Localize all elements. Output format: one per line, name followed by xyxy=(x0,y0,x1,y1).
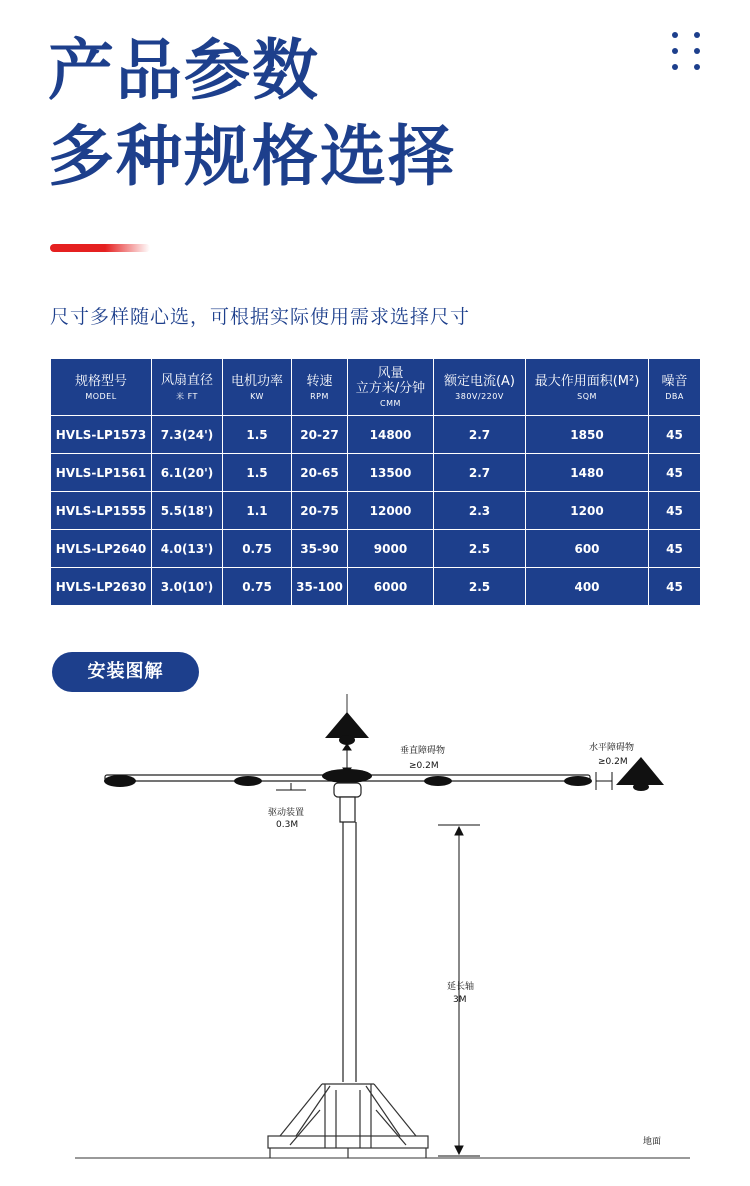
table-cell: 2.5 xyxy=(434,530,526,568)
table-header-row xyxy=(51,359,701,416)
table-row xyxy=(51,492,701,530)
table-cell: 400 xyxy=(526,568,649,606)
table-cell: HVLS-LP2630 xyxy=(51,568,152,606)
table-cell: 45 xyxy=(649,492,701,530)
table-cell: 45 xyxy=(649,454,701,492)
table-cell: 1.5 xyxy=(223,416,292,454)
vertical-obstacle-label: 垂直障碍物 xyxy=(400,746,446,756)
extension-pole xyxy=(340,797,356,1082)
table-row xyxy=(51,568,701,606)
table-cell: 1850 xyxy=(526,416,649,454)
table-cell: 35-100 xyxy=(292,568,348,606)
table-cell: 2.3 xyxy=(434,492,526,530)
table-cell: HVLS-LP1573 xyxy=(51,416,152,454)
extension-length-label: 3M xyxy=(453,995,467,1005)
dots-grid-icon xyxy=(672,32,702,74)
table-row xyxy=(51,454,701,492)
table-cell: 9000 xyxy=(348,530,434,568)
table-cell: 14800 xyxy=(348,416,434,454)
install-diagram-label: 安装图解 xyxy=(52,652,199,692)
table-cell: 6000 xyxy=(348,568,434,606)
fan-blade-assembly xyxy=(104,769,592,797)
table-cell: 12000 xyxy=(348,492,434,530)
table-cell: 45 xyxy=(649,416,701,454)
header-speed: 转速 RPM xyxy=(292,359,348,416)
extension-label: 延长轴 xyxy=(447,982,475,992)
table-cell: 0.75 xyxy=(223,530,292,568)
table-cell: 3.0(10') xyxy=(152,568,223,606)
table-cell: 600 xyxy=(526,530,649,568)
accent-bar xyxy=(50,244,150,252)
top-obstacle-icon xyxy=(325,712,369,745)
header-model: 规格型号 MODEL xyxy=(51,359,152,416)
table-cell: 1.5 xyxy=(223,454,292,492)
table-cell: 5.5(18') xyxy=(152,492,223,530)
drive-distance-label: 0.3M xyxy=(276,820,299,830)
header-airflow: 风量 立方米/分钟 CMM xyxy=(348,359,434,416)
horizontal-distance-label: ≥0.2M xyxy=(598,757,628,767)
base-stand xyxy=(268,1084,428,1158)
spec-table xyxy=(50,358,701,606)
header-noise: 噪音 DBA xyxy=(649,359,701,416)
table-cell: 1.1 xyxy=(223,492,292,530)
table-cell: 0.75 xyxy=(223,568,292,606)
horizontal-clearance-arrow xyxy=(596,772,612,790)
table-row xyxy=(51,416,701,454)
horizontal-obstacle-label: 水平障碍物 xyxy=(589,743,635,753)
table-cell: 20-65 xyxy=(292,454,348,492)
table-cell: 6.1(20') xyxy=(152,454,223,492)
title-line-2: 多种规格选择 xyxy=(48,118,456,195)
ground-label: 地面 xyxy=(643,1137,662,1147)
install-diagram xyxy=(0,690,750,1186)
table-cell: 35-90 xyxy=(292,530,348,568)
title-line-1: 产品参数 xyxy=(48,32,320,109)
table-cell: 2.7 xyxy=(434,416,526,454)
table-cell: 45 xyxy=(649,568,701,606)
table-cell: 1200 xyxy=(526,492,649,530)
subtitle: 尺寸多样随心选，可根据实际使用需求选择尺寸 xyxy=(50,306,471,328)
table-cell: 7.3(24') xyxy=(152,416,223,454)
header-diameter: 风扇直径 米 FT xyxy=(152,359,223,416)
table-cell: 45 xyxy=(649,530,701,568)
table-cell: HVLS-LP1561 xyxy=(51,454,152,492)
table-cell: 2.7 xyxy=(434,454,526,492)
table-cell: HVLS-LP2640 xyxy=(51,530,152,568)
table-cell: 20-75 xyxy=(292,492,348,530)
table-cell: 2.5 xyxy=(434,568,526,606)
drive-clearance-marker xyxy=(276,783,306,790)
table-cell: 20-27 xyxy=(292,416,348,454)
table-cell: HVLS-LP1555 xyxy=(51,492,152,530)
table-cell: 4.0(13') xyxy=(152,530,223,568)
header-area: 最大作用面积(M²) SQM xyxy=(526,359,649,416)
table-cell: 1480 xyxy=(526,454,649,492)
vertical-distance-label: ≥0.2M xyxy=(409,761,439,771)
table-cell: 13500 xyxy=(348,454,434,492)
table-row xyxy=(51,530,701,568)
drive-label: 驱动装置 xyxy=(268,808,305,818)
header-power: 电机功率 KW xyxy=(223,359,292,416)
header-current: 额定电流(A) 380V/220V xyxy=(434,359,526,416)
